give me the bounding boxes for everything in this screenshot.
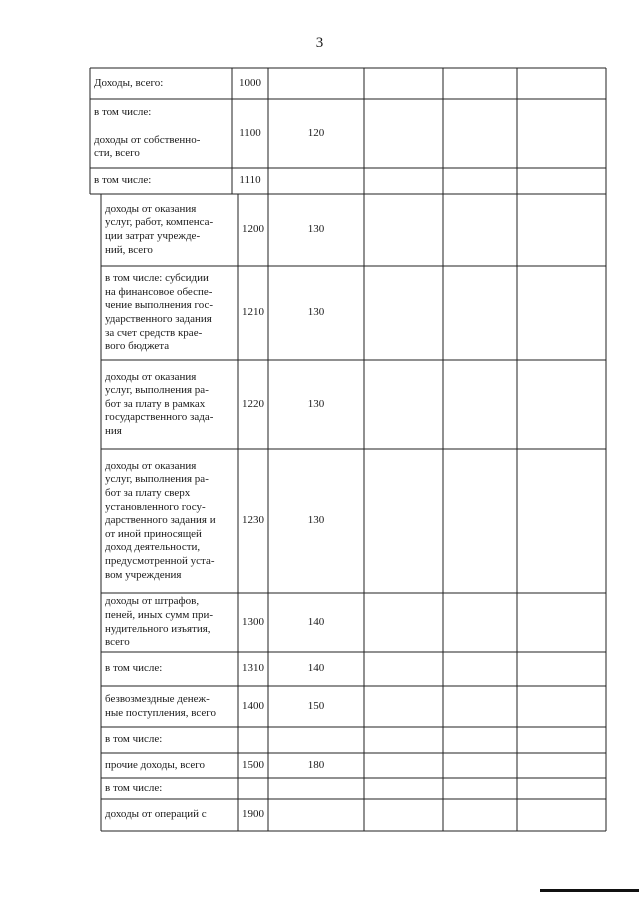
row-code-text: 1400	[242, 699, 264, 712]
row-label	[90, 168, 232, 194]
row-code-text: 1300	[242, 615, 264, 628]
row-kosgu-text: 150	[307, 699, 325, 712]
bottom-rule	[540, 889, 639, 892]
row-kosgu-text: 130	[307, 397, 325, 410]
row-label	[90, 99, 232, 168]
row-code	[238, 799, 268, 831]
row-kosgu	[268, 652, 364, 686]
row-label-text: безвозмездные денеж- ные поступления, всего	[105, 692, 216, 719]
row-kosgu	[268, 753, 364, 778]
row-label	[101, 194, 238, 266]
row-label-text: в том числе:	[94, 174, 152, 187]
row-code-text: 1900	[242, 808, 264, 821]
row-kosgu	[268, 99, 364, 168]
row-kosgu	[268, 266, 364, 360]
row-label-text: в том числе: субсидии на финансовое обеспе- чение выполнения гос- ударственного задания за счет средств крае- вого бюджета	[105, 272, 214, 353]
row-code	[238, 449, 268, 593]
row-label-text: в том числе:	[105, 781, 163, 794]
row-code	[238, 686, 268, 727]
row-label-text: в том числе: доходы от собственно- сти, всего	[94, 106, 201, 160]
row-kosgu-text: 140	[307, 662, 325, 675]
row-label-text: Доходы, всего:	[94, 76, 164, 89]
row-kosgu	[268, 686, 364, 727]
row-code-text: 1200	[242, 223, 264, 236]
row-label	[101, 360, 238, 449]
row-kosgu	[268, 593, 364, 652]
row-label-text: доходы от штрафов, пеней, иных сумм при- нудительного изъятия, всего	[105, 595, 214, 649]
row-code-text: 1100	[239, 126, 261, 139]
row-kosgu	[268, 194, 364, 266]
row-code	[232, 68, 268, 99]
row-kosgu-text: 130	[307, 514, 325, 527]
row-label	[101, 727, 238, 753]
row-label	[90, 68, 232, 99]
row-code	[238, 652, 268, 686]
row-kosgu-text: 180	[307, 758, 325, 771]
row-kosgu	[268, 727, 364, 753]
row-label-text: доходы от оказания услуг, выполнения ра- бот за плату сверх установленного госу- дарственного задания и от иной приносящей доход деятельности, предусмотренной уста- вом учреждения	[105, 459, 216, 581]
row-code	[238, 194, 268, 266]
row-kosgu	[268, 68, 364, 99]
row-label	[101, 652, 238, 686]
row-code-text: 1230	[242, 514, 264, 527]
row-code	[238, 727, 268, 753]
row-code	[238, 266, 268, 360]
row-label	[101, 266, 238, 360]
row-label-text: прочие доходы, всего	[105, 758, 205, 771]
row-code-text: 1220	[242, 397, 264, 410]
row-code	[232, 168, 268, 194]
row-label	[101, 778, 238, 799]
row-kosgu	[268, 778, 364, 799]
row-code-text: 1210	[242, 306, 264, 319]
row-code-text: 1310	[242, 662, 264, 675]
row-label-text: в том числе:	[105, 733, 163, 746]
row-code	[238, 778, 268, 799]
row-kosgu-text: 130	[307, 223, 325, 236]
row-label	[101, 799, 238, 831]
row-label-text: в том числе:	[105, 662, 163, 675]
row-code-text: 1000	[239, 76, 261, 89]
row-label	[101, 593, 238, 652]
row-label	[101, 686, 238, 727]
row-code-text: 1500	[242, 758, 264, 771]
row-kosgu	[268, 168, 364, 194]
page-number: 3	[315, 35, 324, 51]
row-label-text: доходы от оказания услуг, выполнения ра- бот за плату в рамках государственного зада- ния	[105, 370, 214, 437]
row-code	[232, 99, 268, 168]
row-code	[238, 753, 268, 778]
row-code	[238, 360, 268, 449]
row-label	[101, 449, 238, 593]
row-kosgu-text: 120	[307, 126, 325, 139]
row-kosgu	[268, 799, 364, 831]
row-label-text: доходы от оказания услуг, работ, компенса- ции затрат учрежде- ний, всего	[105, 202, 214, 256]
row-label-text: доходы от операций с	[105, 808, 207, 821]
row-code	[238, 593, 268, 652]
row-kosgu	[268, 449, 364, 593]
row-label	[101, 753, 238, 778]
row-code-text: 1110	[239, 174, 261, 187]
row-kosgu-text: 130	[307, 306, 325, 319]
row-kosgu	[268, 360, 364, 449]
row-kosgu-text: 140	[307, 615, 325, 628]
